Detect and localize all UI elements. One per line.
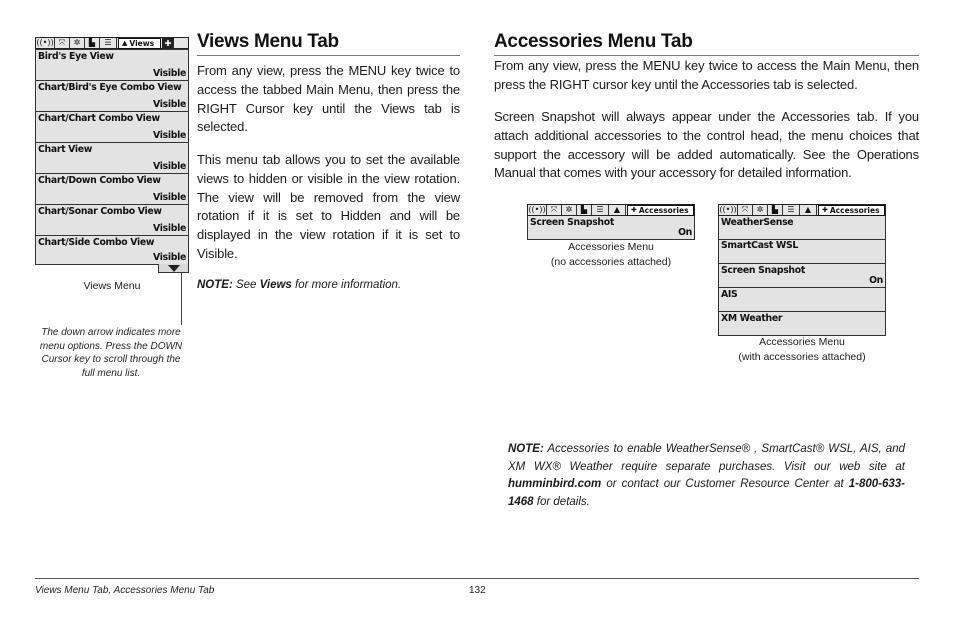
menu-item-chart-birds-eye[interactable] bbox=[36, 81, 188, 112]
views-menu-tabbar bbox=[35, 37, 189, 49]
note-text: for details. bbox=[533, 495, 590, 508]
gps-icon[interactable]: ✲ bbox=[70, 38, 85, 48]
gps-icon[interactable]: ✲ bbox=[562, 205, 577, 215]
waypoint-icon[interactable]: ⤧ bbox=[55, 38, 70, 48]
menu-item-label: Screen Snapshot bbox=[530, 217, 614, 228]
chart-icon[interactable]: ▙ bbox=[768, 205, 783, 215]
menu-item-value: Visible bbox=[153, 252, 186, 263]
phone-number: 1-800-633-1468 bbox=[508, 478, 905, 508]
menu-item-chart-sonar[interactable] bbox=[36, 205, 188, 236]
views-tab-icon[interactable]: ▲ bbox=[609, 205, 626, 215]
settings-icon[interactable]: ☰ bbox=[592, 205, 609, 215]
views-para-2: This menu tab allows you to set the available views to hidden or visible in the view rotation. The view will be removed from the view rotation if it is set to Hidden and will be displayed in the view rotation if it is set to Visible. bbox=[197, 152, 460, 261]
views-heading-rule bbox=[197, 55, 460, 56]
accessories-note bbox=[508, 441, 905, 511]
menu-item-value: Visible bbox=[153, 192, 186, 203]
acc-full-caption bbox=[712, 335, 892, 365]
menu-item-ais[interactable] bbox=[719, 288, 885, 312]
waypoint-icon[interactable]: ⤧ bbox=[547, 205, 562, 215]
views-tab-icon[interactable]: ▲ bbox=[800, 205, 817, 215]
acc-small-tabbar bbox=[527, 204, 695, 216]
menu-item-chart-view[interactable] bbox=[36, 143, 188, 174]
caption-line-1: Accessories Menu bbox=[568, 241, 654, 253]
sonar-icon[interactable]: ((•)) bbox=[719, 205, 737, 214]
accessories-para-2: Screen Snapshot will always appear under the Accessories tab. If you attach additional accessories to the control head, the menu choices that support the accessory will be added automatically. See the Operations Manual that comes with your accessory for detailed information. bbox=[494, 109, 919, 181]
menu-item-value: Visible bbox=[153, 161, 186, 172]
sonar-icon[interactable]: ((•)) bbox=[36, 38, 54, 47]
menu-item-label: Chart/Down Combo View bbox=[38, 175, 161, 186]
menu-item-value: Visible bbox=[153, 68, 186, 79]
note-label: NOTE: bbox=[197, 279, 233, 291]
menu-item-chart-chart[interactable] bbox=[36, 112, 188, 143]
menu-item-label: Chart View bbox=[38, 144, 93, 155]
menu-item-weathersense[interactable] bbox=[719, 216, 885, 240]
note-text: for more information. bbox=[291, 279, 402, 291]
menu-item-value: On bbox=[678, 227, 692, 238]
menu-item-label: WeatherSense bbox=[721, 217, 794, 228]
tab-accessories-label: Accessories bbox=[829, 205, 880, 215]
views-heading: Views Menu Tab bbox=[197, 31, 339, 52]
accessories-heading-rule bbox=[494, 55, 919, 56]
menu-item-label: SmartCast WSL bbox=[721, 240, 798, 251]
page-number: 132 bbox=[469, 585, 486, 596]
menu-item-value: Visible bbox=[153, 223, 186, 234]
menu-item-xm-weather[interactable] bbox=[719, 312, 885, 335]
note-label: NOTE: bbox=[508, 443, 544, 455]
tab-views-label: Views bbox=[129, 38, 155, 48]
note-text: or contact our Customer Resource Center at bbox=[601, 478, 849, 490]
menu-item-label: Screen Snapshot bbox=[721, 265, 805, 276]
chart-icon[interactable]: ▙ bbox=[85, 38, 100, 48]
scroll-down-arrow-box[interactable] bbox=[158, 264, 189, 273]
waypoint-icon[interactable]: ⤧ bbox=[738, 205, 753, 215]
arrow-leader-line bbox=[181, 273, 182, 325]
menu-item-smartcast-wsl[interactable] bbox=[719, 240, 885, 264]
caption-line-2: (no accessories attached) bbox=[550, 256, 672, 268]
views-menu-caption: Views Menu bbox=[83, 280, 141, 292]
settings-icon[interactable]: ☰ bbox=[100, 38, 117, 48]
menu-item-label: Bird's Eye View bbox=[38, 51, 114, 62]
menu-item-label: AIS bbox=[721, 289, 738, 300]
accessories-icon: ✚ bbox=[822, 206, 828, 214]
settings-icon[interactable]: ☰ bbox=[783, 205, 800, 215]
menu-item-value: Visible bbox=[153, 99, 186, 110]
views-note bbox=[197, 277, 460, 295]
menu-item-label: Chart/Bird's Eye Combo View bbox=[38, 82, 182, 93]
menu-item-birds-eye[interactable] bbox=[36, 50, 188, 81]
menu-item-label: Chart/Sonar Combo View bbox=[38, 206, 162, 217]
views-tab-icon: ▲ bbox=[122, 39, 128, 47]
acc-full-tabbar bbox=[718, 204, 886, 216]
down-arrow-note: The down arrow indicates more menu options. Press the DOWN Cursor key to scroll through the full menu list. bbox=[39, 327, 183, 379]
gps-icon[interactable]: ✲ bbox=[753, 205, 768, 215]
menu-item-value: Visible bbox=[153, 130, 186, 141]
menu-item-screen-snapshot[interactable] bbox=[719, 264, 885, 288]
menu-item-chart-side[interactable] bbox=[36, 236, 188, 264]
menu-item-label: XM Weather bbox=[721, 313, 783, 324]
sonar-icon[interactable]: ((•)) bbox=[528, 205, 546, 214]
website-link[interactable]: humminbird.com bbox=[508, 478, 602, 490]
acc-small-caption bbox=[521, 240, 701, 270]
tab-accessories-label: Accessories bbox=[638, 205, 689, 215]
accessories-tab-icon[interactable]: ✚ bbox=[162, 38, 174, 48]
footer-title: Views Menu Tab, Accessories Menu Tab bbox=[35, 585, 215, 596]
tab-accessories[interactable] bbox=[627, 205, 694, 216]
accessories-para-1: From any view, press the MENU key twice to access the Main Menu, then press the RIGHT cursor key until the Accessories tab is selected. bbox=[494, 58, 919, 92]
menu-item-value: On bbox=[869, 275, 883, 286]
note-text: Accessories to enable WeatherSense® , SmartCast® WSL, AIS, and XM WX® Weather require separate purchases. Visit our web site at bbox=[508, 443, 905, 473]
down-arrow-icon bbox=[168, 265, 180, 272]
note-link-views: Views bbox=[259, 279, 292, 291]
menu-item-screen-snapshot[interactable] bbox=[528, 216, 694, 239]
views-para-1: From any view, press the MENU key twice to access the tabbed Main Menu, then press the RIGHT Cursor key until the Views tab is selected. bbox=[197, 63, 460, 135]
note-text: See bbox=[232, 279, 260, 291]
caption-line-2: (with accessories attached) bbox=[738, 351, 866, 363]
menu-item-label: Chart/Chart Combo View bbox=[38, 113, 160, 124]
chart-icon[interactable]: ▙ bbox=[577, 205, 592, 215]
tab-accessories[interactable] bbox=[818, 205, 885, 216]
tab-views[interactable] bbox=[118, 38, 161, 49]
accessories-heading: Accessories Menu Tab bbox=[494, 31, 693, 52]
caption-line-1: Accessories Menu bbox=[759, 336, 845, 348]
footer-rule bbox=[35, 578, 919, 579]
menu-item-chart-down[interactable] bbox=[36, 174, 188, 205]
menu-item-label: Chart/Side Combo View bbox=[38, 237, 155, 248]
accessories-icon: ✚ bbox=[631, 206, 637, 214]
